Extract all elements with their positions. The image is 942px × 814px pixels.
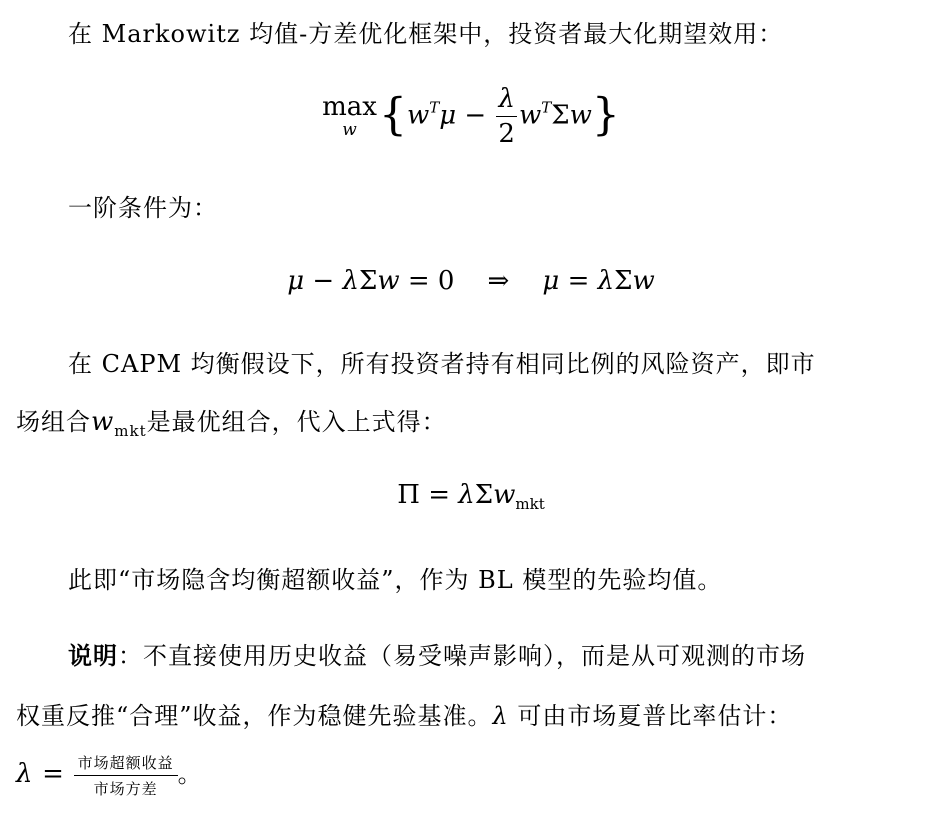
first-order-label: 一阶条件为： <box>68 194 218 222</box>
capm-paragraph-line1: 在 CAPM 均衡假设下，所有投资者持有相同比例的风险资产，即市 <box>68 350 816 378</box>
max-operator: max w <box>322 92 377 140</box>
note-line1: 说明：不直接使用历史收益（易受噪声影响），而是从可观测的市场 <box>68 641 806 670</box>
first-order-equation: μ − λΣw = 0 ⇒ μ = λΣw <box>287 266 655 296</box>
intro-paragraph: 在 Markowitz 均值-方差优化框架中，投资者最大化期望效用： <box>68 20 784 48</box>
note-line2: 权重反推“合理”收益，作为稳健先验基准。λ 可由市场夏普比率估计： <box>16 702 793 730</box>
note-label: 说明 <box>68 641 118 670</box>
sharpe-fraction: $\frac{\text{市场超额收益}}{\text{市场方差}}$ <box>74 752 178 799</box>
implied-returns-equation: Π = λΣw$_{mkt}$ <box>397 480 545 513</box>
utility-equation: max w {$w^T\mu$ − $\frac{\lambda}{2}$ $w^T\Sigma w$} <box>322 84 620 149</box>
lambda-estimate-formula: λ = $\frac{\text{市场超额收益}}{\text{市场方差}}$ 。 <box>16 754 203 798</box>
capm-paragraph-line2: 场组合$w_{mkt}$是最优组合，代入上式得： <box>16 407 447 440</box>
implies-arrow: ⇒ <box>487 266 510 296</box>
prior-mean-paragraph: 此即“市场隐含均衡超额收益”，作为 BL 模型的先验均值。 <box>68 566 723 594</box>
lambda-half-fraction: $\frac{\lambda}{2}$ <box>498 84 515 149</box>
